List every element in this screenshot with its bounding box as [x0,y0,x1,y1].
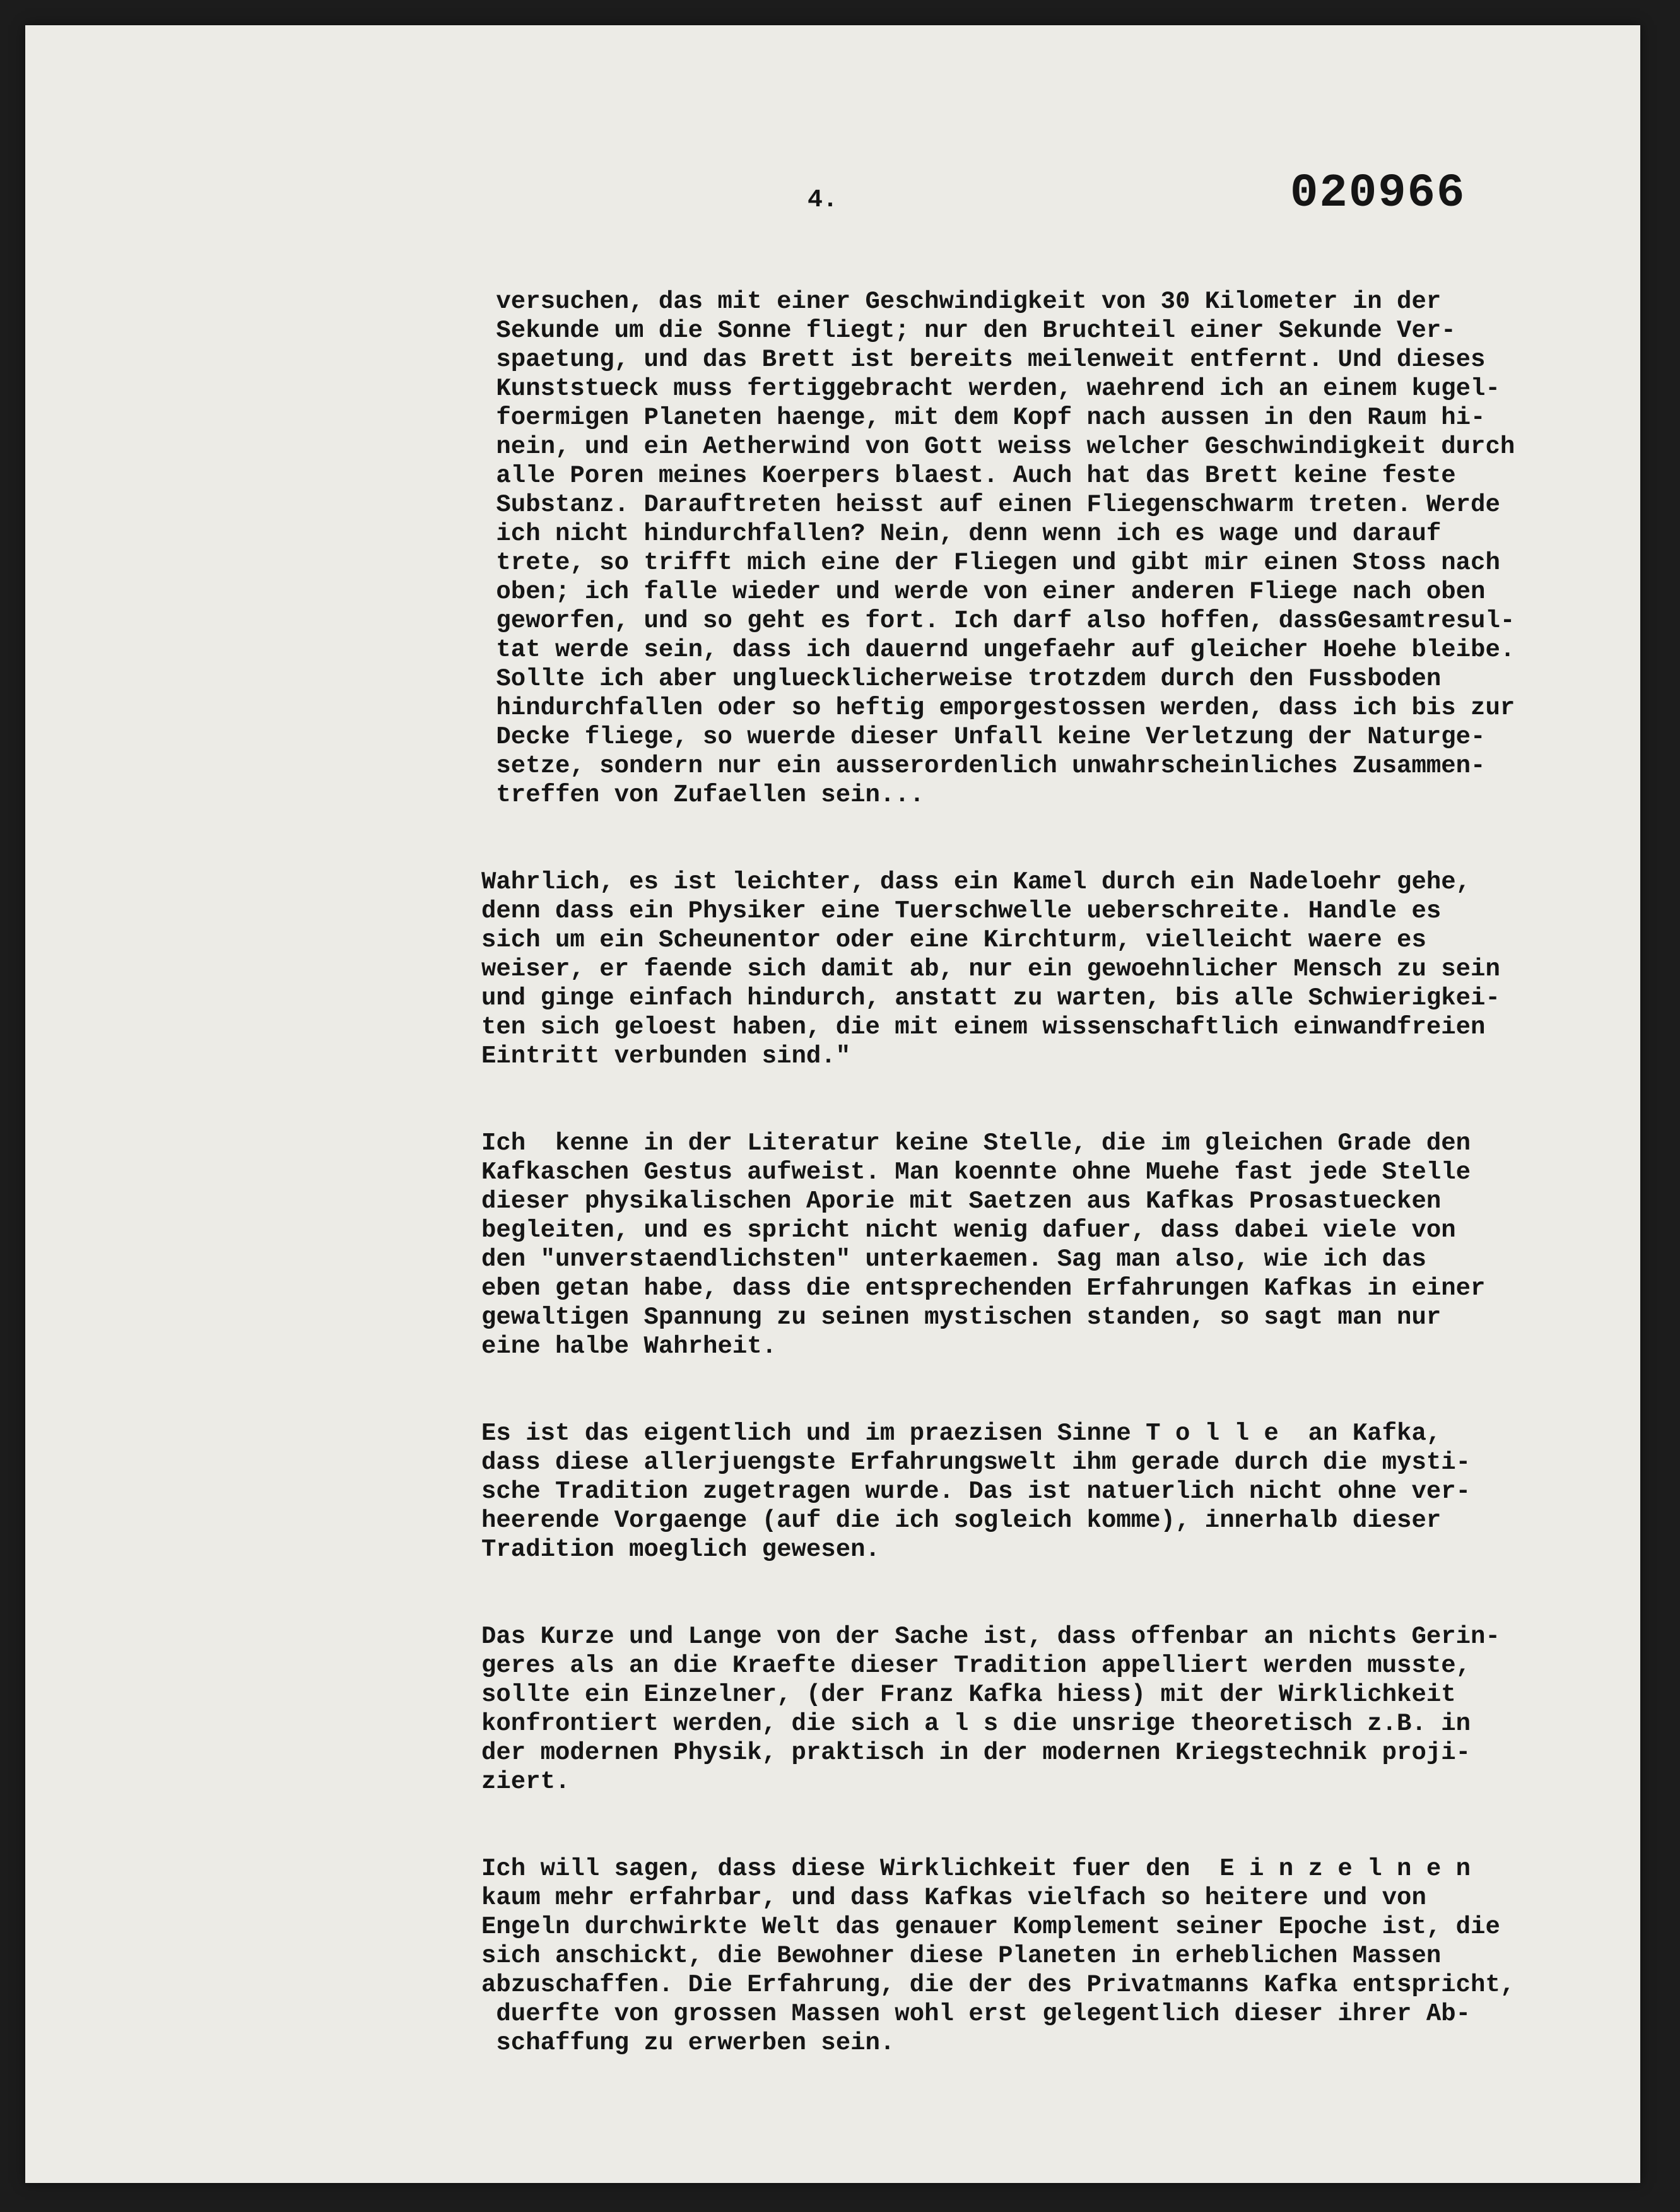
text-line: oben; ich falle wieder und werde von einer anderen Fliege nach oben [481,578,1486,606]
text-line: schaffung zu erwerben sein. [481,2029,895,2057]
paragraph [481,1622,1655,1796]
text-line: duerfte von grossen Massen wohl erst gelegentlich dieser ihrer Ab- [481,2000,1471,2028]
text-line: Sekunde um die Sonne fliegt; nur den Bruchteil einer Sekunde Ver- [481,317,1456,344]
text-line: denn dass ein Physiker eine Tuerschwelle ueberschreite. Handle es [481,897,1442,925]
text-line: Wahrlich, es ist leichter, dass ein Kamel durch ein Nadeloehr gehe, [481,868,1471,896]
text-line: konfrontiert werden, die sich a l s die unsrige theoretisch z.B. in [481,1710,1471,1738]
text-line: Kafkaschen Gestus aufweist. Man koennte ohne Muehe fast jede Stelle [481,1158,1471,1186]
text-line: Ich will sagen, dass diese Wirklichkeit fuer den E i n z e l n e n [481,1855,1471,1883]
text-line: Kunststueck muss fertiggebracht werden, waehrend ich an einem kugel- [481,375,1500,403]
text-line: den "unverstaendlichsten" unterkaemen. Sag man also, wie ich das [481,1245,1426,1273]
text-line: Engeln durchwirkte Welt das genauer Komplement seiner Epoche ist, die [481,1913,1500,1941]
text-line: sich um ein Scheunentor oder eine Kirchturm, vielleicht waere es [481,926,1426,954]
text-line: foermigen Planeten haenge, mit dem Kopf nach aussen in den Raum hi- [481,404,1486,432]
text-line: sich anschickt, die Bewohner diese Planeten in erheblichen Massen [481,1942,1442,1970]
text-line: dass diese allerjuengste Erfahrungswelt ihm gerade durch die mysti- [481,1449,1471,1476]
text-line: Sollte ich aber ungluecklicherweise trotzdem durch den Fussboden [481,665,1442,693]
text-line: trete, so trifft mich eine der Fliegen und gibt mir einen Stoss nach [481,549,1500,577]
text-line: Tradition moeglich gewesen. [481,1536,880,1563]
text-line: nein, und ein Aetherwind von Gott weiss welcher Geschwindigkeit durch [481,433,1515,461]
text-line: ten sich geloest haben, die mit einem wissenschaftlich einwandfreien [481,1013,1486,1041]
text-line: Decke fliege, so wuerde dieser Unfall keine Verletzung der Naturge- [481,723,1486,751]
text-line: setze, sondern nur ein ausserordenlich unwahrscheinliches Zusammen- [481,752,1486,780]
text-line: ziert. [481,1768,570,1796]
text-line: eben getan habe, dass die entsprechenden Erfahrungen Kafkas in einer [481,1274,1486,1302]
text-line: weiser, er faende sich damit ab, nur ein gewoehnlicher Mensch zu sein [481,955,1500,983]
text-line: geres als an die Kraefte dieser Tradition appelliert werden musste, [481,1652,1471,1680]
text-line: geworfen, und so geht es fort. Ich darf also hoffen, dassGesamtresul- [481,607,1515,635]
text-line: begleiten, und es spricht nicht wenig dafuer, dass dabei viele von [481,1216,1456,1244]
text-line: der modernen Physik, praktisch in der modernen Kriegstechnik proji- [481,1739,1471,1767]
document-id-stamp: 020966 [1290,167,1466,220]
text-line: sche Tradition zugetragen wurde. Das ist natuerlich nicht ohne ver- [481,1478,1471,1505]
paragraph [481,868,1655,1071]
text-line: Eintritt verbunden sind." [481,1042,851,1070]
paragraph [481,1419,1655,1564]
page-number: 4. [808,186,838,215]
text-line: tat werde sein, dass ich dauernd ungefaehr auf gleicher Hoehe bleibe. [481,636,1515,664]
text-line: kaum mehr erfahrbar, und dass Kafkas vielfach so heitere und von [481,1884,1426,1912]
text-line: sollte ein Einzelner, (der Franz Kafka hiess) mit der Wirklichkeit [481,1681,1456,1709]
typed-page [25,25,1640,2183]
text-line: abzuschaffen. Die Erfahrung, die der des Privatmanns Kafka entspricht, [481,1971,1515,1999]
text-line: hindurchfallen oder so heftig emporgestossen werden, dass ich bis zur [481,694,1515,722]
text-line: versuchen, das mit einer Geschwindigkeit von 30 Kilometer in der [481,288,1442,315]
paragraph [481,1129,1655,1361]
text-line: gewaltigen Spannung zu seinen mystischen standen, so sagt man nur [481,1303,1442,1331]
text-line: heerende Vorgaenge (auf die ich sogleich komme), innerhalb dieser [481,1507,1442,1534]
text-line: eine halbe Wahrheit. [481,1332,777,1360]
text-line: Ich kenne in der Literatur keine Stelle, die im gleichen Grade den [481,1129,1471,1157]
text-line: treffen von Zufaellen sein... [481,781,925,809]
text-line: alle Poren meines Koerpers blaest. Auch hat das Brett keine feste [481,462,1456,490]
paragraph [481,287,1655,809]
text-line: spaetung, und das Brett ist bereits meilenweit entfernt. Und dieses [481,346,1486,374]
text-line: Das Kurze und Lange von der Sache ist, dass offenbar an nichts Gerin- [481,1623,1500,1650]
text-line: Es ist das eigentlich und im praezisen Sinne T o l l e an Kafka, [481,1420,1442,1447]
text-line: ich nicht hindurchfallen? Nein, denn wenn ich es wage und darauf [481,520,1442,548]
paragraph [481,1854,1655,2057]
text-line: und ginge einfach hindurch, anstatt zu warten, bis alle Schwierigkei- [481,984,1500,1012]
text-line: dieser physikalischen Aporie mit Saetzen aus Kafkas Prosastuecken [481,1187,1442,1215]
text-line: Substanz. Darauftreten heisst auf einen Fliegenschwarm treten. Werde [481,491,1500,519]
body-text [481,287,1655,2115]
